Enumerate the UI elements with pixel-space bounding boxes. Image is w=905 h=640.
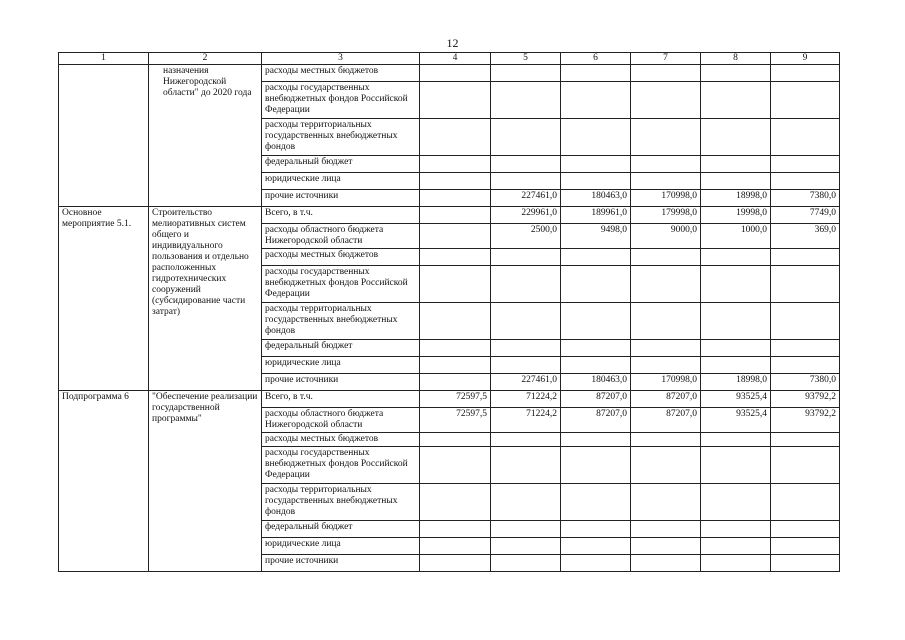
amount-cell: 227461,0 xyxy=(491,374,561,391)
amount-cell xyxy=(420,249,491,266)
funding-source-cell: расходы государственных внебюджетных фондов Российской Федерации xyxy=(262,82,420,119)
funding-source-cell: юридические лица xyxy=(262,357,420,374)
column-number-cell: 2 xyxy=(149,53,262,65)
amount-cell: 189961,0 xyxy=(561,207,631,224)
amount-cell xyxy=(631,484,701,521)
funding-source-cell: Всего, в т.ч. xyxy=(262,207,420,224)
amount-cell xyxy=(491,266,561,303)
amount-cell xyxy=(771,65,840,82)
amount-cell: 180463,0 xyxy=(561,190,631,207)
amount-cell xyxy=(561,433,631,447)
amount-cell xyxy=(491,82,561,119)
amount-cell xyxy=(561,156,631,173)
funding-source-cell: расходы областного бюджета Нижегородской области xyxy=(262,224,420,249)
amount-cell xyxy=(420,555,491,572)
amount-cell xyxy=(701,173,771,190)
funding-source-cell: расходы государственных внебюджетных фондов Российской Федерации xyxy=(262,266,420,303)
amount-cell xyxy=(631,538,701,555)
table-row xyxy=(59,65,840,82)
amount-cell xyxy=(420,303,491,340)
funding-source-cell: расходы местных бюджетов xyxy=(262,433,420,447)
amount-cell xyxy=(701,357,771,374)
amount-cell xyxy=(491,249,561,266)
activity-name-cell: Подпрограмма 6 xyxy=(59,391,149,572)
amount-cell xyxy=(771,266,840,303)
column-number-cell: 3 xyxy=(262,53,420,65)
amount-cell xyxy=(771,173,840,190)
amount-cell xyxy=(491,433,561,447)
funding-source-cell: федеральный бюджет xyxy=(262,521,420,538)
amount-cell: 7380,0 xyxy=(771,374,840,391)
amount-cell xyxy=(420,521,491,538)
funding-source-cell: расходы областного бюджета Нижегородской области xyxy=(262,408,420,433)
amount-cell xyxy=(771,433,840,447)
column-number-cell: 7 xyxy=(631,53,701,65)
amount-cell: 87207,0 xyxy=(631,391,701,408)
amount-cell xyxy=(491,340,561,357)
amount-cell xyxy=(491,357,561,374)
amount-cell xyxy=(420,266,491,303)
amount-cell xyxy=(491,484,561,521)
page-number: 12 xyxy=(446,36,459,50)
funding-source-cell: расходы государственных внебюджетных фондов Российской Федерации xyxy=(262,447,420,484)
amount-cell xyxy=(561,484,631,521)
amount-cell: 2500,0 xyxy=(491,224,561,249)
table-row xyxy=(59,391,840,408)
amount-cell xyxy=(561,357,631,374)
amount-cell xyxy=(701,156,771,173)
column-number-cell: 4 xyxy=(420,53,491,65)
column-number-cell: 1 xyxy=(59,53,149,65)
amount-cell xyxy=(561,303,631,340)
amount-cell xyxy=(701,447,771,484)
amount-cell: 18998,0 xyxy=(701,374,771,391)
amount-cell xyxy=(631,340,701,357)
table-row xyxy=(59,207,840,224)
funding-source-cell: прочие источники xyxy=(262,555,420,572)
amount-cell xyxy=(561,266,631,303)
amount-cell: 87207,0 xyxy=(561,408,631,433)
amount-cell: 180463,0 xyxy=(561,374,631,391)
amount-cell: 93525,4 xyxy=(701,408,771,433)
amount-cell xyxy=(771,340,840,357)
amount-cell xyxy=(420,357,491,374)
amount-cell xyxy=(491,521,561,538)
budget-table xyxy=(58,52,840,572)
amount-cell xyxy=(420,119,491,156)
amount-cell: 72597,5 xyxy=(420,408,491,433)
activity-name-cell: Основное мероприятие 5.1. xyxy=(59,207,149,391)
funding-source-cell: федеральный бюджет xyxy=(262,340,420,357)
amount-cell xyxy=(771,521,840,538)
amount-cell xyxy=(420,433,491,447)
funding-source-cell: прочие источники xyxy=(262,190,420,207)
amount-cell xyxy=(701,119,771,156)
amount-cell xyxy=(701,340,771,357)
amount-cell xyxy=(631,65,701,82)
amount-cell xyxy=(420,340,491,357)
amount-cell: 179998,0 xyxy=(631,207,701,224)
amount-cell xyxy=(771,357,840,374)
amount-cell xyxy=(561,82,631,119)
amount-cell xyxy=(771,484,840,521)
activity-description-cell: назначения Нижегородской области" до 2020 года xyxy=(149,65,262,207)
amount-cell: 93525,4 xyxy=(701,391,771,408)
amount-cell xyxy=(491,156,561,173)
amount-cell xyxy=(420,173,491,190)
amount-cell xyxy=(561,249,631,266)
amount-cell xyxy=(631,119,701,156)
amount-cell xyxy=(631,303,701,340)
amount-cell xyxy=(561,173,631,190)
amount-cell xyxy=(561,447,631,484)
amount-cell xyxy=(420,538,491,555)
amount-cell xyxy=(631,521,701,538)
column-number-row xyxy=(59,53,840,65)
amount-cell: 9000,0 xyxy=(631,224,701,249)
amount-cell xyxy=(771,303,840,340)
amount-cell: 18998,0 xyxy=(701,190,771,207)
amount-cell xyxy=(491,447,561,484)
column-number-cell: 8 xyxy=(701,53,771,65)
amount-cell xyxy=(701,82,771,119)
amount-cell xyxy=(771,249,840,266)
amount-cell xyxy=(771,555,840,572)
funding-source-cell: расходы территориальных государственных внебюджетных фондов xyxy=(262,119,420,156)
funding-source-cell: прочие источники xyxy=(262,374,420,391)
amount-cell xyxy=(420,447,491,484)
amount-cell xyxy=(491,119,561,156)
funding-source-cell: юридические лица xyxy=(262,538,420,555)
funding-source-cell: юридические лица xyxy=(262,173,420,190)
amount-cell xyxy=(561,538,631,555)
amount-cell: 9498,0 xyxy=(561,224,631,249)
amount-cell xyxy=(701,555,771,572)
funding-source-cell: расходы территориальных государственных внебюджетных фондов xyxy=(262,484,420,521)
amount-cell: 170998,0 xyxy=(631,374,701,391)
amount-cell: 19998,0 xyxy=(701,207,771,224)
amount-cell xyxy=(631,82,701,119)
amount-cell xyxy=(771,538,840,555)
amount-cell xyxy=(491,173,561,190)
amount-cell: 93792,2 xyxy=(771,408,840,433)
amount-cell: 71224,2 xyxy=(491,391,561,408)
amount-cell: 7380,0 xyxy=(771,190,840,207)
amount-cell xyxy=(701,538,771,555)
amount-cell xyxy=(701,249,771,266)
column-number-cell: 9 xyxy=(771,53,840,65)
amount-cell xyxy=(771,156,840,173)
amount-cell: 229961,0 xyxy=(491,207,561,224)
amount-cell xyxy=(561,340,631,357)
amount-cell xyxy=(701,65,771,82)
funding-source-cell: расходы местных бюджетов xyxy=(262,65,420,82)
funding-source-cell: расходы территориальных государственных внебюджетных фондов xyxy=(262,303,420,340)
funding-source-cell: федеральный бюджет xyxy=(262,156,420,173)
activity-name-cell xyxy=(59,65,149,207)
amount-cell xyxy=(631,156,701,173)
amount-cell xyxy=(631,433,701,447)
amount-cell: 71224,2 xyxy=(491,408,561,433)
amount-cell xyxy=(491,65,561,82)
activity-description-cell: "Обеспечение реализации государственной программы" xyxy=(149,391,262,572)
amount-cell: 369,0 xyxy=(771,224,840,249)
amount-cell xyxy=(631,447,701,484)
amount-cell xyxy=(491,555,561,572)
amount-cell xyxy=(561,521,631,538)
amount-cell: 1000,0 xyxy=(701,224,771,249)
amount-cell xyxy=(561,65,631,82)
amount-cell xyxy=(701,521,771,538)
amount-cell xyxy=(771,119,840,156)
funding-source-cell: расходы местных бюджетов xyxy=(262,249,420,266)
amount-cell xyxy=(420,207,491,224)
amount-cell xyxy=(771,82,840,119)
amount-cell xyxy=(420,156,491,173)
amount-cell xyxy=(631,555,701,572)
amount-cell xyxy=(771,447,840,484)
amount-cell xyxy=(631,173,701,190)
amount-cell: 170998,0 xyxy=(631,190,701,207)
amount-cell: 7749,0 xyxy=(771,207,840,224)
amount-cell xyxy=(561,119,631,156)
column-number-cell: 5 xyxy=(491,53,561,65)
amount-cell: 87207,0 xyxy=(561,391,631,408)
amount-cell xyxy=(420,82,491,119)
amount-cell: 72597,5 xyxy=(420,391,491,408)
amount-cell xyxy=(561,555,631,572)
amount-cell xyxy=(420,374,491,391)
amount-cell xyxy=(491,538,561,555)
activity-description-cell: Строительство мелиоративных систем общего и индивидуального пользования и отдельно расположенных гидротехнических сооружений (субсидирование части затрат) xyxy=(149,207,262,391)
amount-cell xyxy=(420,484,491,521)
amount-cell xyxy=(420,65,491,82)
amount-cell xyxy=(631,357,701,374)
amount-cell: 87207,0 xyxy=(631,408,701,433)
amount-cell xyxy=(631,266,701,303)
funding-source-cell: Всего, в т.ч. xyxy=(262,391,420,408)
amount-cell xyxy=(491,303,561,340)
amount-cell: 227461,0 xyxy=(491,190,561,207)
amount-cell xyxy=(420,224,491,249)
amount-cell xyxy=(701,266,771,303)
column-number-cell: 6 xyxy=(561,53,631,65)
amount-cell xyxy=(420,190,491,207)
amount-cell xyxy=(701,484,771,521)
amount-cell xyxy=(701,303,771,340)
amount-cell xyxy=(701,433,771,447)
amount-cell: 93792,2 xyxy=(771,391,840,408)
amount-cell xyxy=(631,249,701,266)
